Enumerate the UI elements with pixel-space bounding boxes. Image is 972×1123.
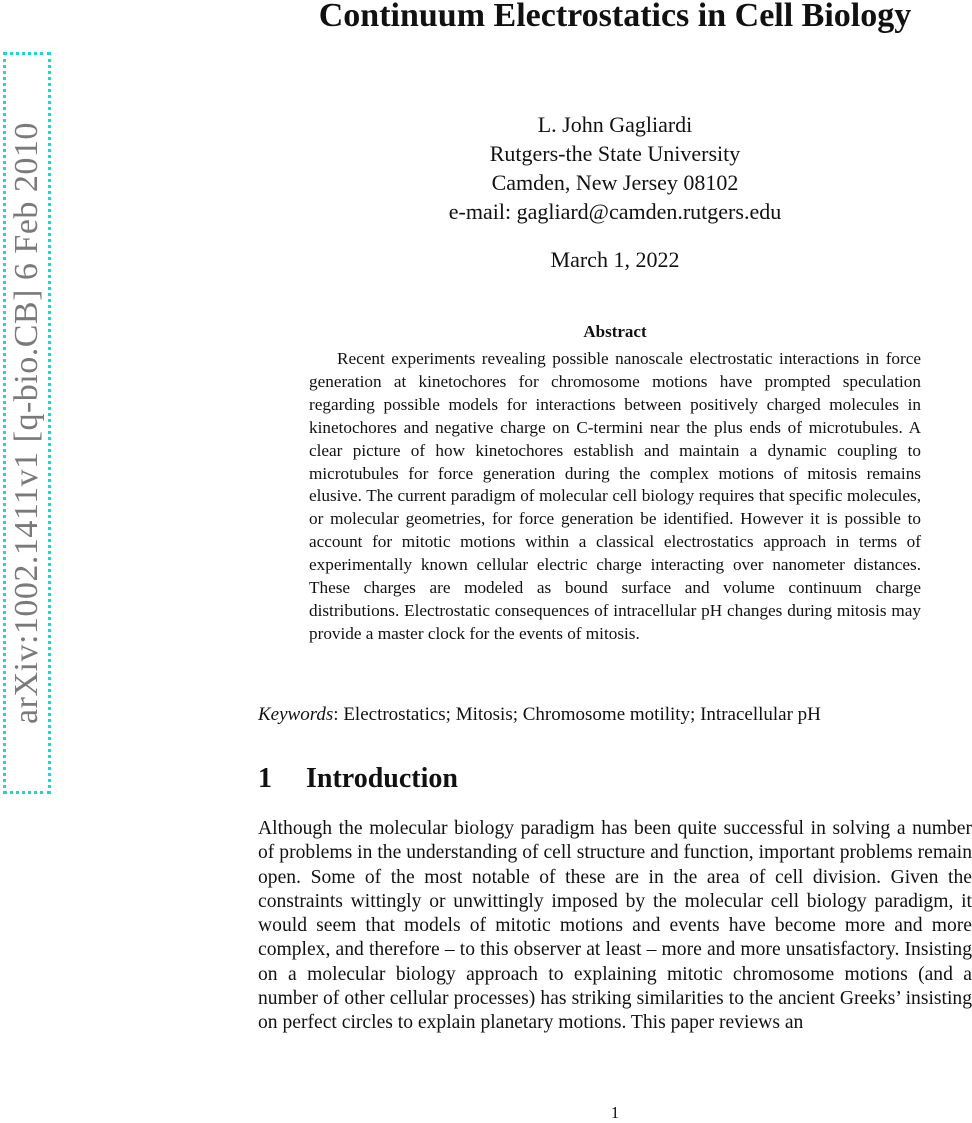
section-title: Introduction [306, 763, 458, 794]
keywords-text: Electrostatics; Mitosis; Chromosome motility; Intracellular pH [338, 704, 821, 725]
paper-title: Continuum Electrostatics in Cell Biology [318, 0, 912, 34]
section-heading [258, 760, 458, 798]
page-number: 1 [610, 1103, 620, 1122]
introduction-paragraph: Although the molecular biology paradigm has been quite successful in solving a number of problems in the understanding of cell structure and function, important problems remain open. Some of the most notable of these are in the area of cell division. Given the constraints wittingly or unwittingly imposed by the molecular cell biology paradigm, it would seem that models of mitotic motions and events have become more and more complex, and therefore – to this observer at least – more and more unsatisfactory. Insisting on a molecular biology approach to explaining mitotic chromosome motions (and a number of other cellular processes) has striking similarities to the ancient Greeks’ insisting on perfect circles to explain planetary motions. This paper reviews an [258, 818, 972, 1034]
section-number: 1 [258, 763, 272, 794]
keywords-separator: : [333, 704, 339, 725]
author-block [258, 110, 972, 226]
author-affiliation: Rutgers-the State University [489, 141, 741, 166]
author-email: e-mail: gagliard@camden.rutgers.edu [448, 199, 782, 224]
keywords-line [258, 702, 972, 728]
paper-date: March 1, 2022 [550, 247, 680, 272]
author-address: Camden, New Jersey 08102 [491, 170, 739, 195]
author-name: L. John Gagliardi [537, 112, 693, 137]
arxiv-identifier: arXiv:1002.1411v1 [q-bio.CB] 6 Feb 2010 [8, 122, 45, 724]
abstract-heading: Abstract [583, 322, 647, 341]
arxiv-stamp [3, 52, 51, 794]
abstract-text: Recent experiments revealing possible nanoscale electrostatic interactions in force generation at kinetochores for chromosome motions have prompted speculation regarding possible models for interactions between positively charged molecules in kinetochores and negative charge on C-termini near the plus ends of microtubules. A clear picture of how kinetochores establish and maintain a dynamic coupling to microtubules for force generation during the complex motions of mitosis remains elusive. The current paradigm of molecular cell biology requires that specific molecules, or molecular geometries, for force generation be identified. However it is possible to account for mitotic motions within a classical electrostatics approach in terms of experimentally known cellular electric charge interacting over nanometer distances. These charges are modeled as bound surface and volume continuum charge distributions. Electrostatic consequences of intracellular pH changes during mitosis may provide a master clock for the events of mitosis. [309, 349, 921, 643]
keywords-label: Keywords [258, 704, 334, 725]
